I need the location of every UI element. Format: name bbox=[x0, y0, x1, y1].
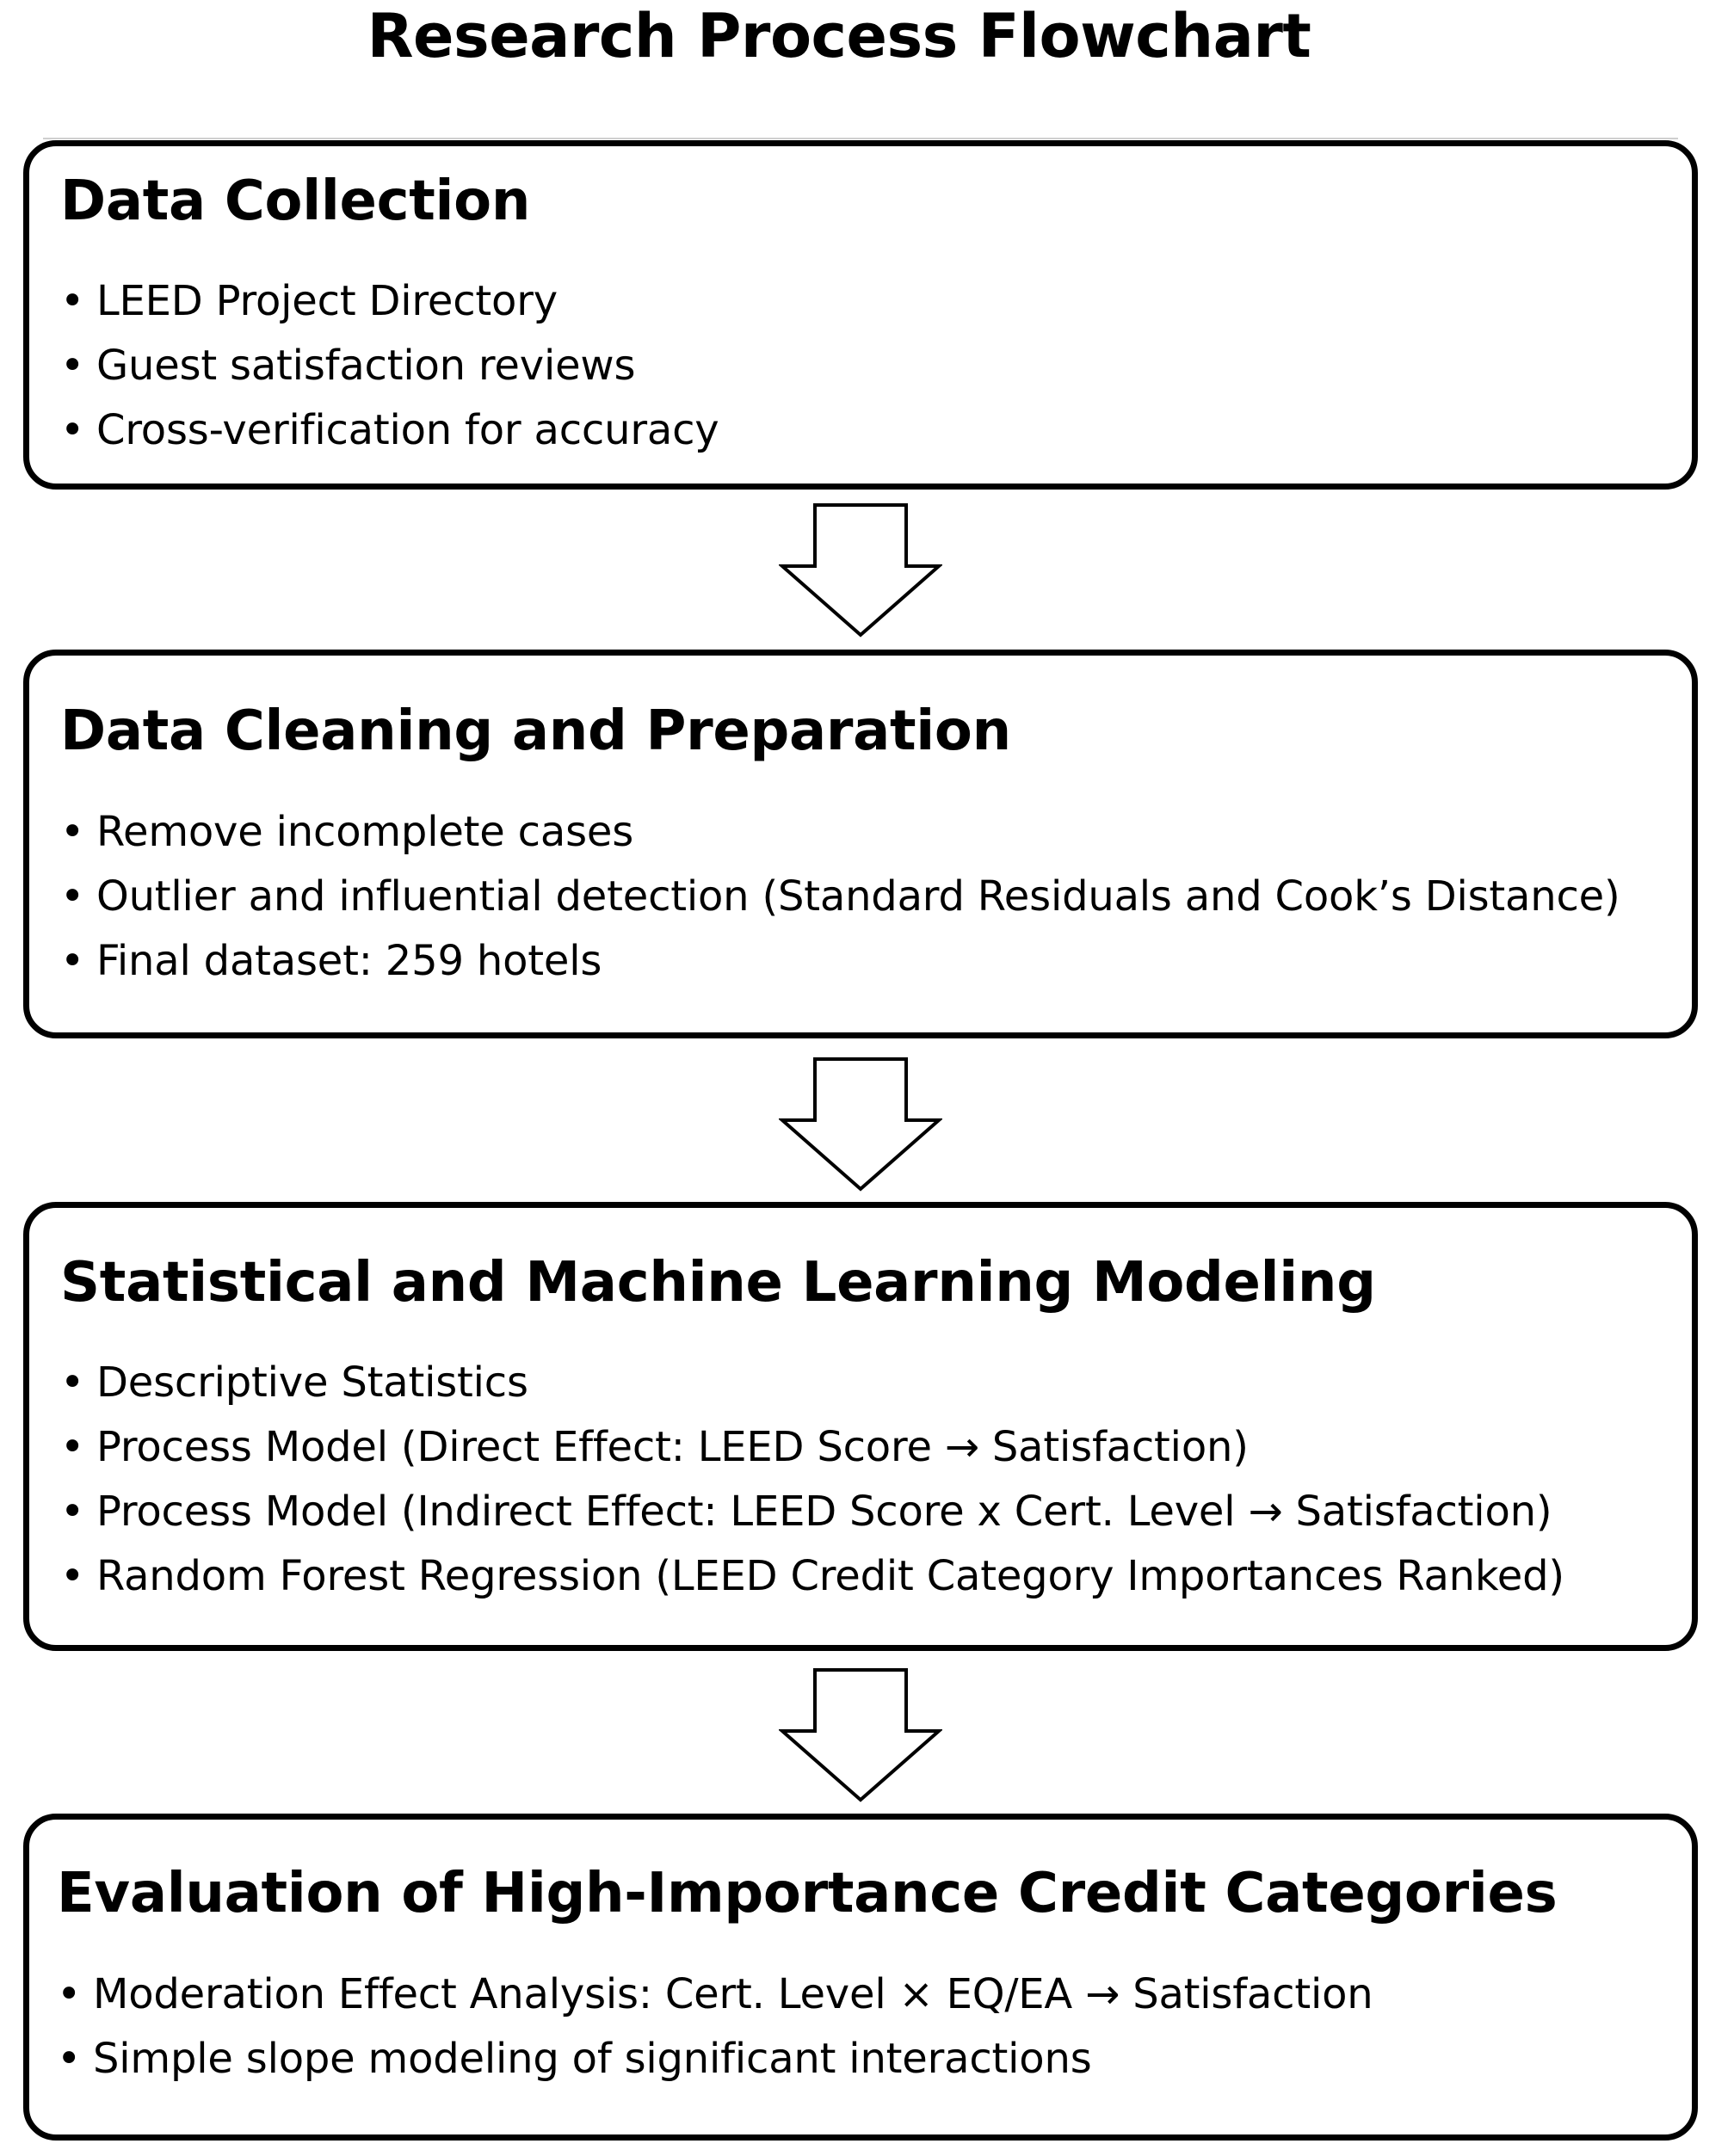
list-item-text: Process Model (Indirect Effect: LEED Score x Cert. Level → Satisfaction) bbox=[96, 1488, 1552, 1536]
stage-data-collection bbox=[23, 140, 1698, 490]
list-item-text: Descriptive Statistics bbox=[96, 1358, 528, 1407]
bullet-dot: • bbox=[60, 1358, 85, 1407]
list-item bbox=[60, 929, 1620, 994]
stage-bullet-list bbox=[57, 1962, 1373, 2091]
list-item-text: Random Forest Regression (LEED Credit Category Importances Ranked) bbox=[96, 1552, 1564, 1600]
stage-evaluation bbox=[23, 1814, 1698, 2141]
bullet-dot: • bbox=[57, 2035, 82, 2083]
down-arrow-icon bbox=[779, 502, 942, 639]
bullet-dot: • bbox=[60, 872, 85, 921]
list-item bbox=[60, 269, 719, 334]
list-item-text: Guest satisfaction reviews bbox=[96, 342, 636, 390]
list-item bbox=[60, 334, 719, 398]
list-item bbox=[60, 1415, 1564, 1480]
bullet-dot: • bbox=[60, 1552, 85, 1600]
bullet-dot: • bbox=[60, 1488, 85, 1536]
list-item-text: LEED Project Directory bbox=[96, 277, 558, 325]
list-item-text: Final dataset: 259 hotels bbox=[96, 937, 602, 985]
stage-title: Data Collection bbox=[60, 169, 531, 233]
list-item-text: Moderation Effect Analysis: Cert. Level × EQ/EA → Satisfaction bbox=[93, 1970, 1373, 2018]
stage-data-cleaning bbox=[23, 650, 1698, 1038]
list-item bbox=[60, 398, 719, 463]
stage-title: Statistical and Machine Learning Modeling bbox=[60, 1251, 1376, 1315]
list-item bbox=[57, 1962, 1373, 2027]
list-item bbox=[60, 1351, 1564, 1415]
bullet-dot: • bbox=[60, 277, 85, 325]
bullet-dot: • bbox=[60, 406, 85, 454]
list-item bbox=[60, 865, 1620, 929]
down-arrow-icon bbox=[779, 1666, 942, 1804]
bullet-dot: • bbox=[60, 342, 85, 390]
stage-title: Data Cleaning and Preparation bbox=[60, 699, 1011, 763]
top-divider bbox=[43, 138, 1678, 139]
bullet-dot: • bbox=[57, 1970, 82, 2018]
bullet-dot: • bbox=[60, 808, 85, 856]
bullet-dot: • bbox=[60, 1423, 85, 1471]
stage-title: Evaluation of High-Importance Credit Categories bbox=[57, 1862, 1558, 1925]
list-item-text: Process Model (Direct Effect: LEED Score → Satisfaction) bbox=[96, 1423, 1249, 1471]
list-item bbox=[57, 2027, 1373, 2091]
stage-bullet-list bbox=[60, 800, 1620, 994]
list-item bbox=[60, 1480, 1564, 1544]
list-item-text: Outlier and influential detection (Standard Residuals and Cook’s Distance) bbox=[96, 872, 1620, 921]
stage-bullet-list bbox=[60, 1351, 1564, 1609]
stage-bullet-list bbox=[60, 269, 719, 463]
list-item bbox=[60, 1544, 1564, 1609]
list-item-text: Cross-verification for accuracy bbox=[96, 406, 719, 454]
list-item bbox=[60, 800, 1620, 865]
list-item-text: Remove incomplete cases bbox=[96, 808, 634, 856]
list-item-text: Simple slope modeling of significant interactions bbox=[93, 2035, 1092, 2083]
down-arrow-icon bbox=[779, 1056, 942, 1193]
page-title: Research Process Flowchart bbox=[367, 1, 1311, 71]
bullet-dot: • bbox=[60, 937, 85, 985]
stage-modeling bbox=[23, 1202, 1698, 1651]
